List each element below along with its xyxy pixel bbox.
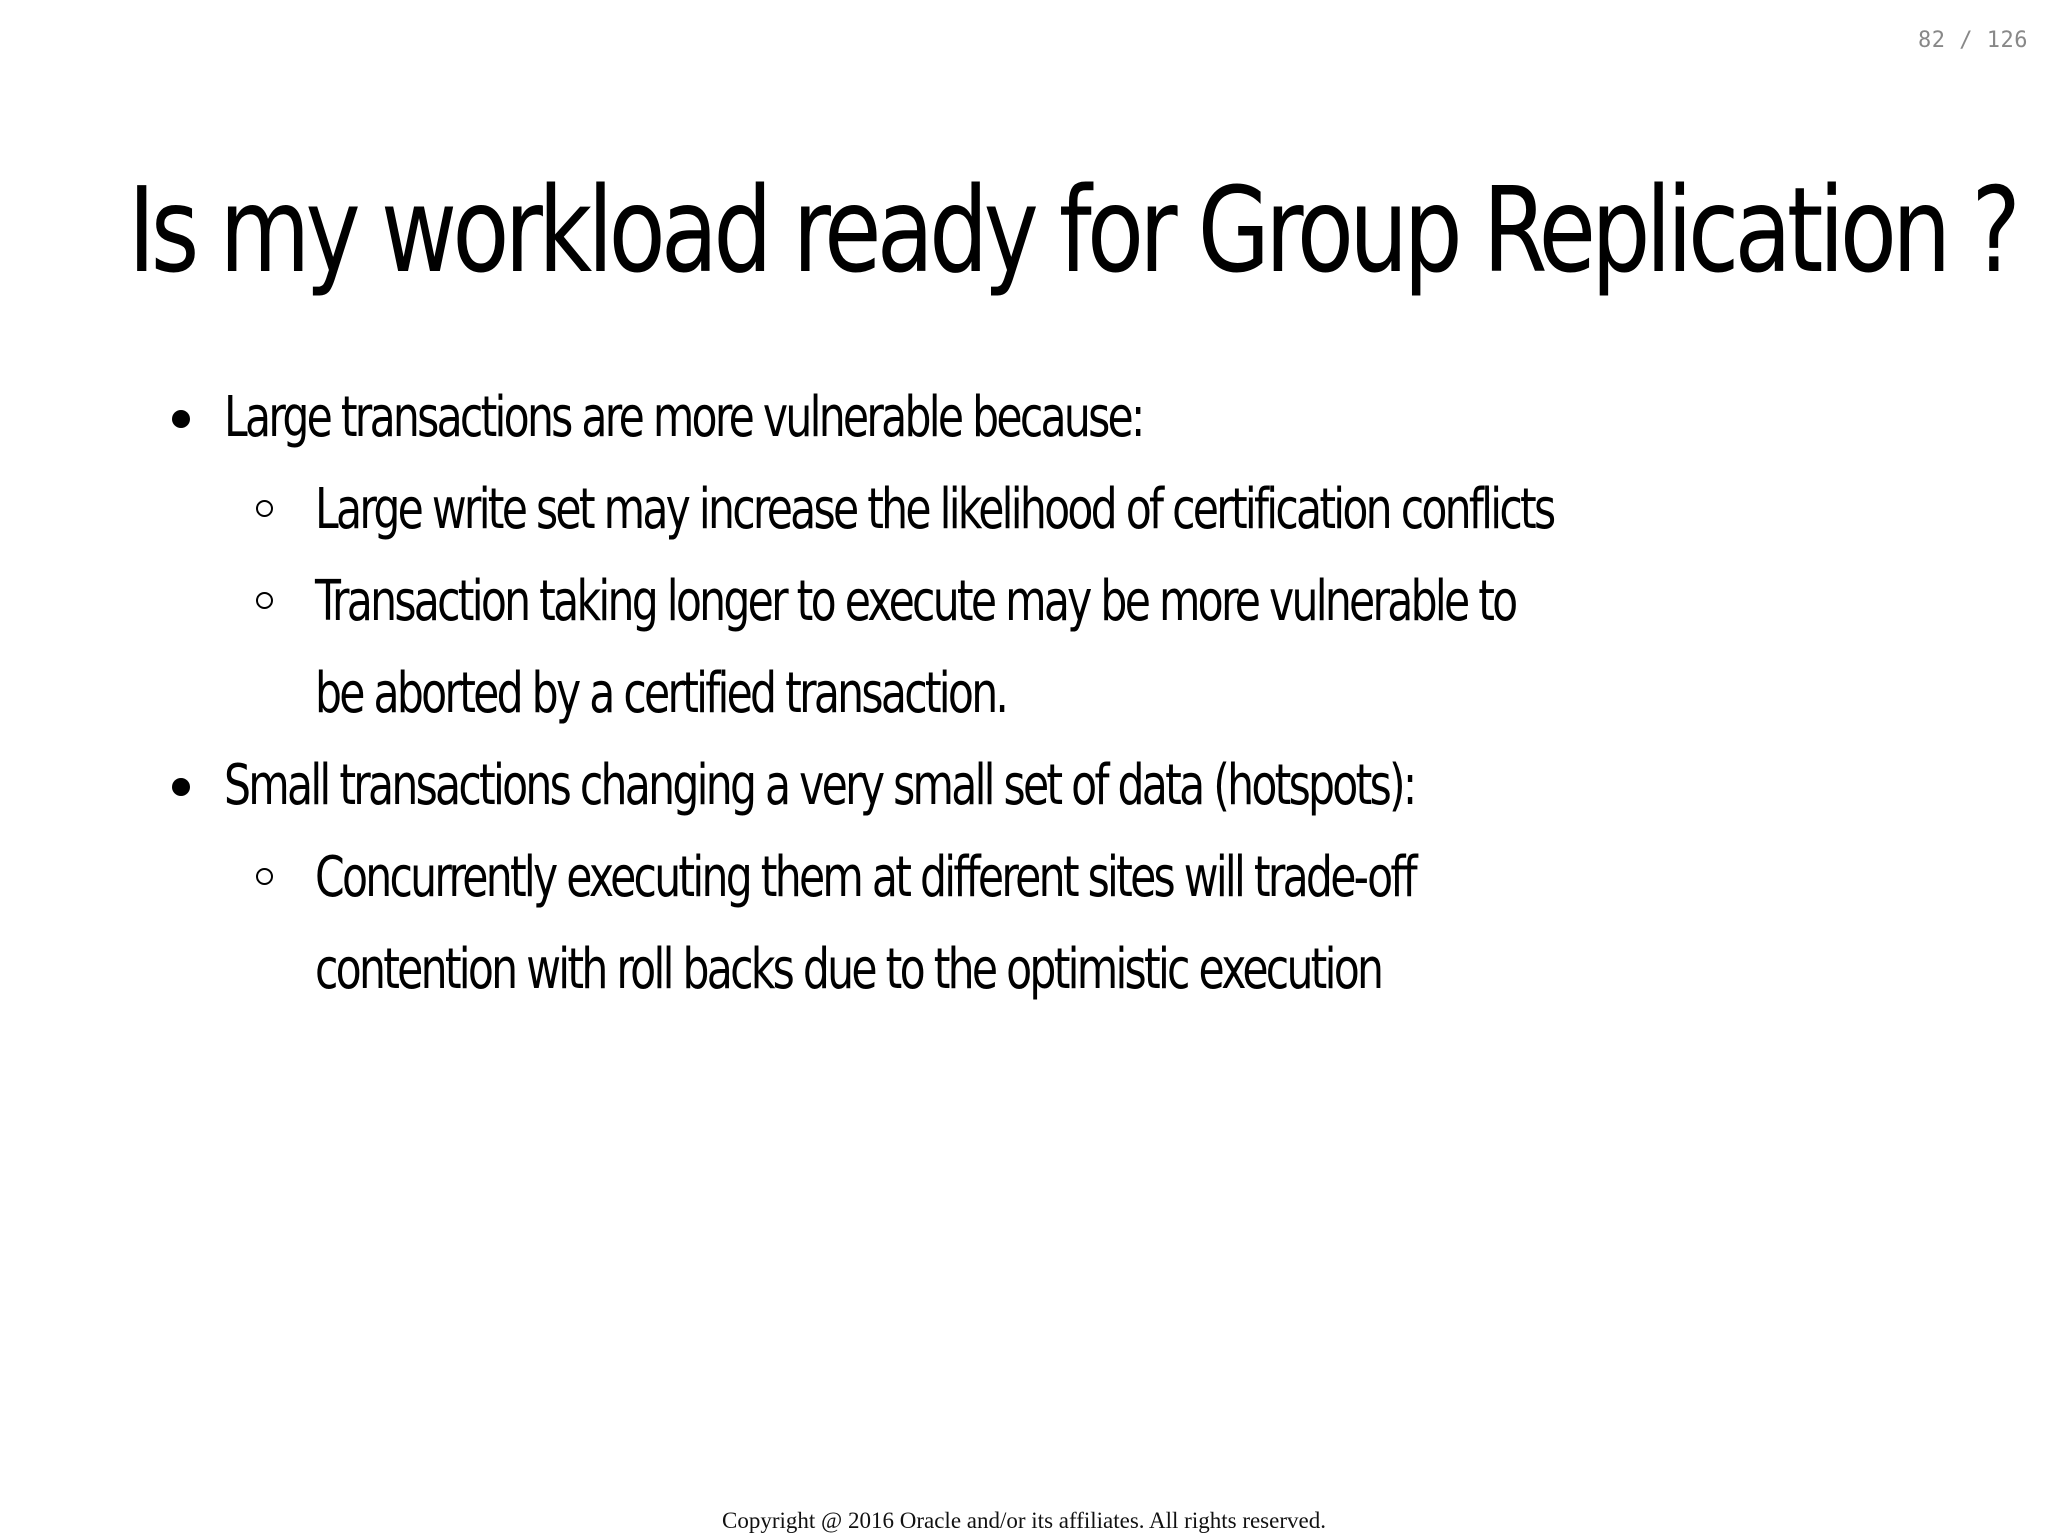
bullet-item bbox=[160, 740, 1900, 1016]
slide-title: Is my workload ready for Group Replication ? bbox=[128, 161, 2017, 299]
copyright-footer: Copyright @ 2016 Oracle and/or its affiliates. All rights reserved. bbox=[722, 1508, 1326, 1533]
hollow-bullet-icon bbox=[256, 592, 273, 609]
bullet-item bbox=[160, 372, 1900, 740]
page-counter: 82 / 126 bbox=[1918, 28, 2028, 53]
sub-bullet-item bbox=[160, 832, 1900, 1016]
filled-bullet-icon bbox=[172, 410, 190, 428]
slide-content bbox=[160, 372, 1900, 1016]
sub-bullet-text: Transaction taking longer to execute may be more vulnerable to be aborted by a certified transaction. bbox=[315, 569, 1516, 726]
hollow-bullet-icon bbox=[256, 500, 273, 517]
bullet-list bbox=[160, 372, 1900, 1016]
bullet-text: Small transactions changing a very small set of data (hotspots): bbox=[224, 753, 1415, 818]
sub-bullet-list bbox=[224, 832, 1900, 1016]
sub-bullet-item bbox=[160, 556, 1900, 740]
bullet-text: Large transactions are more vulnerable because: bbox=[224, 385, 1143, 450]
hollow-bullet-icon bbox=[256, 868, 273, 885]
sub-bullet-list bbox=[224, 464, 1900, 740]
filled-bullet-icon bbox=[172, 778, 190, 796]
sub-bullet-text: Concurrently executing them at different sites will trade-off contention with roll backs due to the optimistic execution bbox=[315, 845, 1415, 1002]
sub-bullet-item bbox=[160, 464, 1900, 556]
sub-bullet-text: Large write set may increase the likelihood of certification conflicts bbox=[315, 477, 1554, 542]
